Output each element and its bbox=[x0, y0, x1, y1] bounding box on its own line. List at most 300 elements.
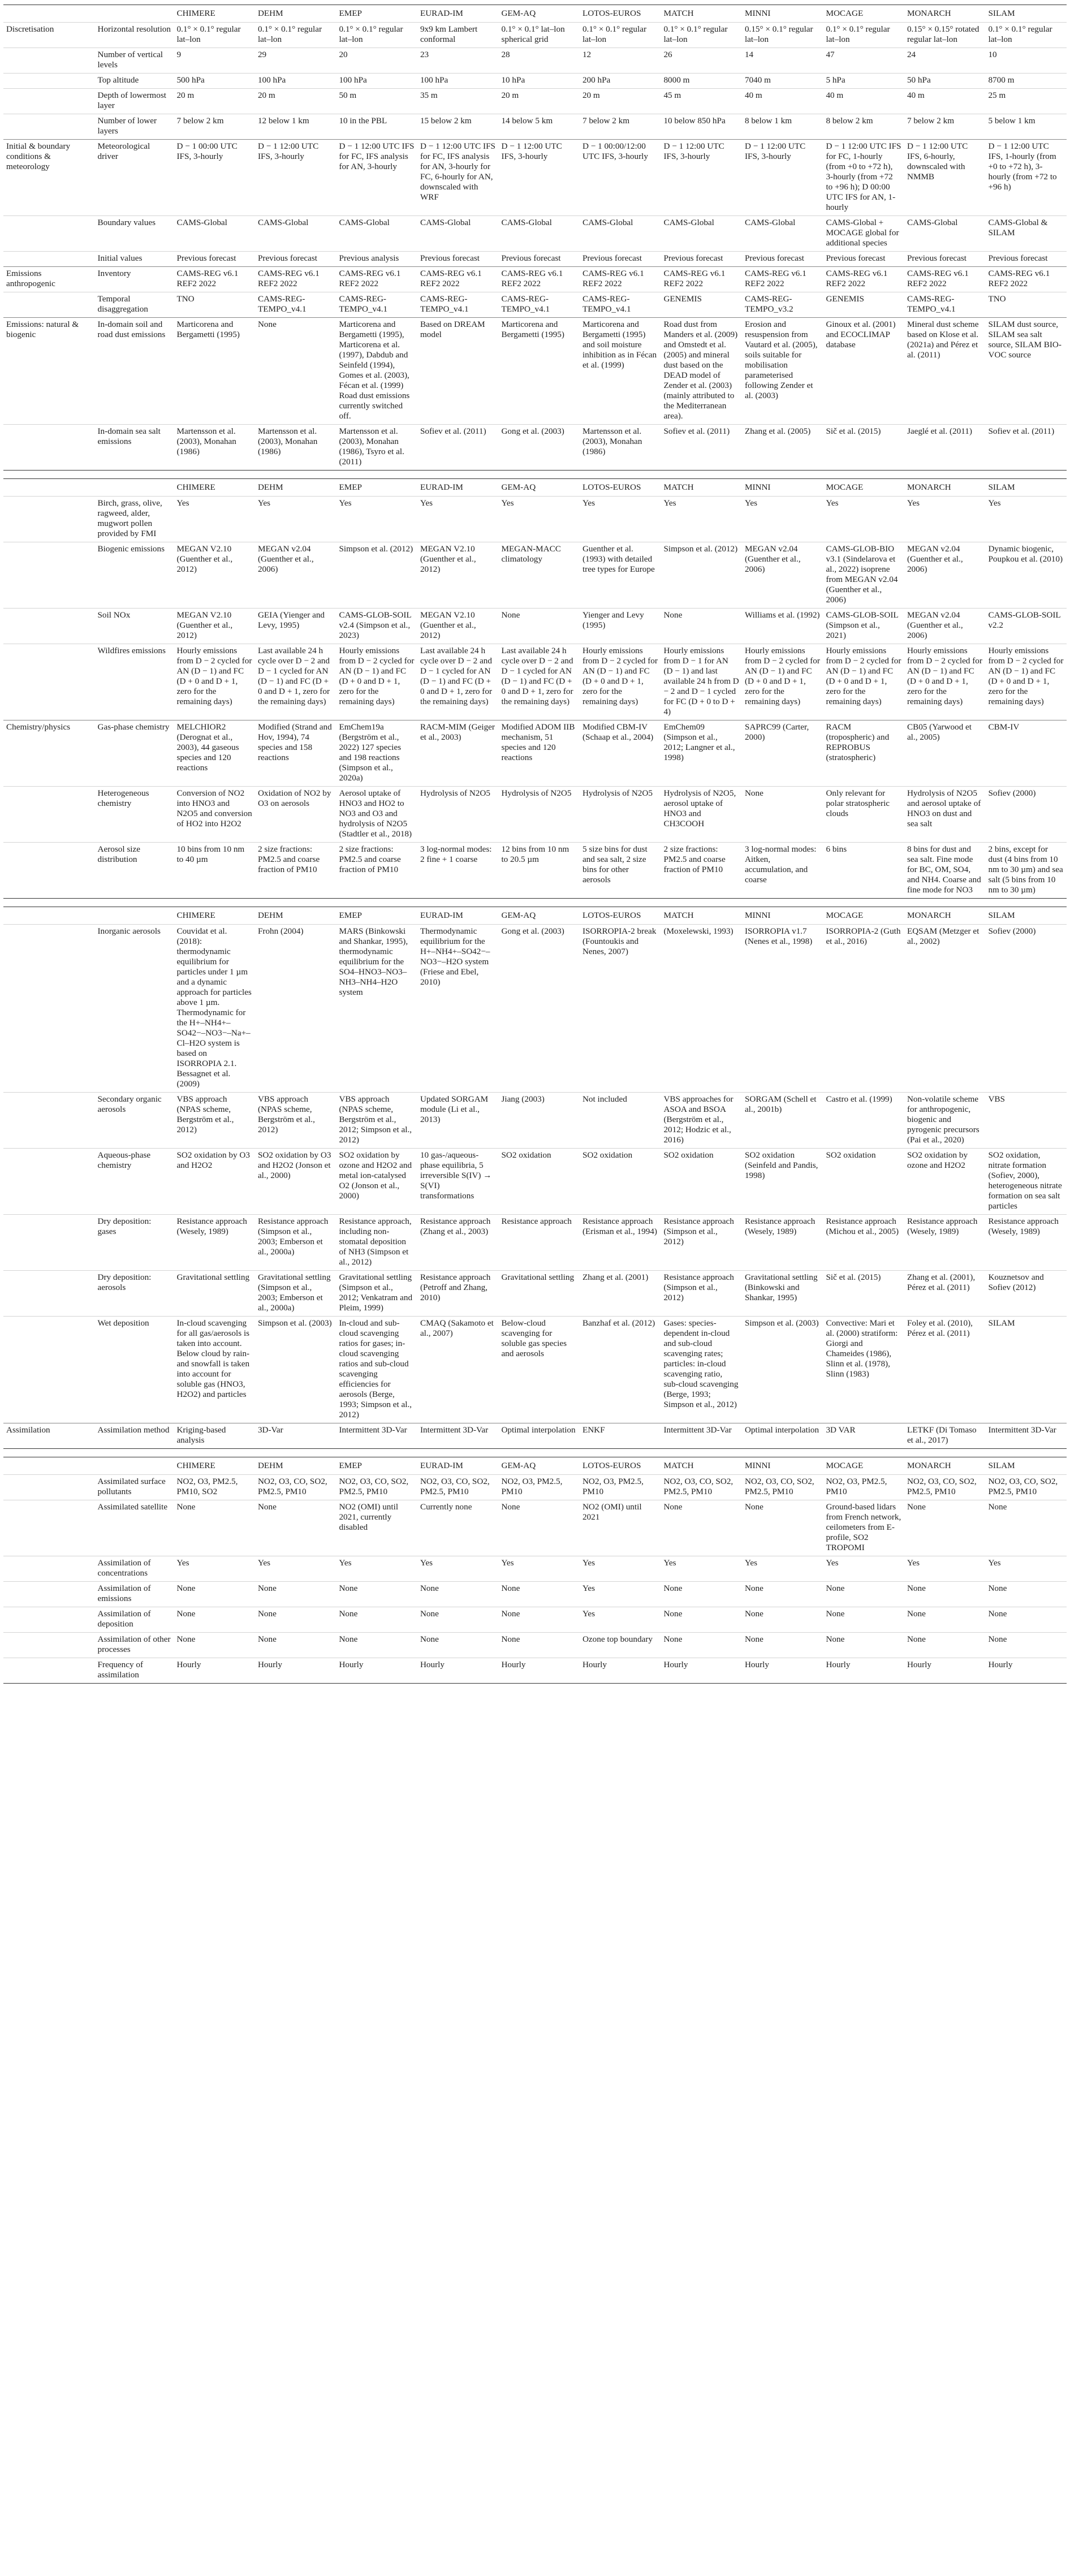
header-empty bbox=[3, 907, 94, 925]
group-label bbox=[3, 252, 94, 267]
item-label: Temporal disaggregation bbox=[94, 292, 174, 318]
table-cell: 8 below 1 km bbox=[742, 114, 823, 140]
model-header: CHIMERE bbox=[176, 911, 215, 920]
table-cell: MEGAN v2.04 (Guenther et al., 2006) bbox=[255, 542, 336, 609]
table-row bbox=[3, 1556, 1067, 1582]
table-cell: Non-volatile scheme for anthropogenic, biogenic and pyrogenic precursors (Pai et al., 2020) bbox=[904, 1093, 986, 1149]
table-cell: None bbox=[985, 1633, 1067, 1658]
table-cell: CAMS-GLOB-SOIL v2.2 bbox=[985, 609, 1067, 644]
table-cell: Hourly bbox=[498, 1658, 580, 1684]
table-cell: None bbox=[661, 609, 742, 644]
table-row bbox=[3, 267, 1067, 292]
table-cell: 14 bbox=[742, 48, 823, 74]
table-cell: Gases: species-dependent in-cloud and sub-cloud scavenging rates; particles: in-cloud scavenging ratio, sub-cloud scavenging (Berge, 1993; Simpson et al., 2012) bbox=[661, 1317, 742, 1423]
table-cell: None bbox=[904, 1607, 986, 1633]
table-cell: Oxidation of NO2 by O3 on aerosols bbox=[255, 787, 336, 843]
model-header: MINNI bbox=[744, 911, 771, 920]
table-cell: Marticorena and Bergametti (1995) bbox=[498, 318, 580, 425]
model-header: MATCH bbox=[663, 8, 694, 18]
model-header: CHIMERE bbox=[176, 1461, 215, 1470]
header-row bbox=[3, 5, 1067, 23]
table-cell: Last available 24 h cycle over D − 2 and D − 1 cycled for AN (D − 1) and FC (D + 0 and D + 1, zero for the remaining days) bbox=[255, 644, 336, 720]
table-cell: Marticorena and Bergametti (1995) bbox=[174, 318, 255, 425]
table-cell: Erosion and resuspension from Vautard et al. (2005), soils suitable for mobilisation parameterised following Zender et al. (2003) bbox=[742, 318, 823, 425]
table-cell: Zhang et al. (2001), Pérez et al. (2011) bbox=[904, 1271, 986, 1317]
table-cell: Not included bbox=[580, 1093, 661, 1149]
table-row bbox=[3, 1271, 1067, 1317]
table-cell: 100 hPa bbox=[336, 74, 417, 89]
group-label bbox=[3, 1475, 94, 1500]
table-cell: ISORROPIA v1.7 (Nenes et al., 1998) bbox=[742, 925, 823, 1093]
table-cell: None bbox=[498, 1607, 580, 1633]
group-label bbox=[3, 292, 94, 318]
table-cell: Dynamic biogenic, Poupkou et al. (2010) bbox=[985, 542, 1067, 609]
item-label: Assimilated surface pollutants bbox=[94, 1475, 174, 1500]
table-cell: Hourly emissions from D − 2 cycled for AN (D − 1) and FC (D + 0 and D + 1, zero for the remaining days) bbox=[174, 644, 255, 720]
table-row bbox=[3, 89, 1067, 114]
table-cell: CB05 (Yarwood et al., 2005) bbox=[904, 720, 986, 787]
table-cell: CAMS-Global bbox=[255, 216, 336, 252]
table-cell: 5 below 1 km bbox=[985, 114, 1067, 140]
item-label: In-domain sea salt emissions bbox=[94, 425, 174, 471]
table-cell: CAMS-GLOB-BIO v3.1 (Sindelarova et al., 2022) isoprene from MEGAN v2.04 (Guenther et al., 2006) bbox=[823, 542, 904, 609]
table-cell: CAMS-REG v6.1 REF2 2022 bbox=[985, 267, 1067, 292]
table-cell: Castro et al. (1999) bbox=[823, 1093, 904, 1149]
table-cell: 8000 m bbox=[661, 74, 742, 89]
table-cell: Gravitational settling bbox=[174, 1271, 255, 1317]
table-cell: None bbox=[498, 1582, 580, 1607]
table-cell: 8 below 2 km bbox=[823, 114, 904, 140]
table-cell: 2 size fractions: PM2.5 and coarse fraction of PM10 bbox=[255, 843, 336, 899]
table-row bbox=[3, 425, 1067, 471]
table-cell: Last available 24 h cycle over D − 2 and D − 1 cycled for AN (D − 1) and FC (D + 0 and D + 1, zero for the remaining days) bbox=[417, 644, 499, 720]
table-cell: Yes bbox=[985, 497, 1067, 542]
table-cell: Previous forecast bbox=[985, 252, 1067, 267]
table-cell: CAMS-REG-TEMPO_v4.1 bbox=[498, 292, 580, 318]
item-label: Dry deposition: gases bbox=[94, 1215, 174, 1271]
table-cell: Yes bbox=[742, 1556, 823, 1582]
table-cell: CAMS-REG v6.1 REF2 2022 bbox=[580, 267, 661, 292]
table-cell: Sofiev et al. (2011) bbox=[661, 425, 742, 471]
table-cell: Resistance approach (Wesely, 1989) bbox=[985, 1215, 1067, 1271]
table-cell: Yes bbox=[580, 497, 661, 542]
model-header: GEM-AQ bbox=[501, 911, 536, 920]
table-cell: None bbox=[498, 609, 580, 644]
table-cell: 8700 m bbox=[985, 74, 1067, 89]
table-cell: GENEMIS bbox=[661, 292, 742, 318]
table-cell: CAMS-REG v6.1 REF2 2022 bbox=[904, 267, 986, 292]
model-header: EURAD-IM bbox=[420, 1461, 463, 1470]
table-cell: SO2 oxidation by ozone and H2O2 and metal ion-catalysed O2 (Jonson et al., 2000) bbox=[336, 1149, 417, 1215]
table-cell: None bbox=[742, 1582, 823, 1607]
table-cell: None bbox=[255, 1582, 336, 1607]
table-cell: None bbox=[336, 1607, 417, 1633]
model-header: DEHM bbox=[257, 911, 283, 920]
table-cell: CAMS-REG v6.1 REF2 2022 bbox=[498, 267, 580, 292]
table-cell: CAMS-GLOB-SOIL v2.4 (Simpson et al., 2023) bbox=[336, 609, 417, 644]
table-cell: NO2, O3, CO, SO2, PM2.5, PM10 bbox=[661, 1475, 742, 1500]
table-cell: None bbox=[255, 1633, 336, 1658]
item-label: Assimilation of concentrations bbox=[94, 1556, 174, 1582]
table-cell: None bbox=[823, 1582, 904, 1607]
table-cell: 3 log-normal modes: 2 fine + 1 coarse bbox=[417, 843, 499, 899]
table-cell: Resistance approach (Petroff and Zhang, 2010) bbox=[417, 1271, 499, 1317]
group-label bbox=[3, 609, 94, 644]
table-cell: Hydrolysis of N2O5 bbox=[498, 787, 580, 843]
table-cell: NO2, O3, CO, SO2, PM2.5, PM10 bbox=[985, 1475, 1067, 1500]
table-cell: 15 below 2 km bbox=[417, 114, 499, 140]
table-cell: 0.1° × 0.1° regular lat–lon bbox=[255, 23, 336, 48]
table-cell: MEGAN v2.04 (Guenther et al., 2006) bbox=[904, 609, 986, 644]
table-cell: MEGAN v2.04 (Guenther et al., 2006) bbox=[742, 542, 823, 609]
table-cell: Gong et al. (2003) bbox=[498, 425, 580, 471]
table-row bbox=[3, 1658, 1067, 1684]
table-cell: 50 m bbox=[336, 89, 417, 114]
table-cell: Sofiev et al. (2011) bbox=[985, 425, 1067, 471]
table-cell: SO2 oxidation by ozone and H2O2 bbox=[904, 1149, 986, 1215]
table-cell: Resistance approach bbox=[498, 1215, 580, 1271]
model-header: SILAM bbox=[988, 1461, 1015, 1470]
table-cell: Previous analysis bbox=[336, 252, 417, 267]
model-header: CHIMERE bbox=[176, 482, 215, 492]
table-cell: 10 gas-/aqueous-phase equilibria, 5 irreversible S(IV) → S(VI) transformations bbox=[417, 1149, 499, 1215]
table-cell: SORGAM (Schell et al., 2001b) bbox=[742, 1093, 823, 1149]
header-row bbox=[3, 907, 1067, 925]
table-cell: CAMS-Global bbox=[174, 216, 255, 252]
table-cell: NO2, O3, CO, SO2, PM2.5, PM10 bbox=[417, 1475, 499, 1500]
table-cell: 0.1° × 0.1° regular lat–lon bbox=[661, 23, 742, 48]
table-cell: Sofiev et al. (2011) bbox=[417, 425, 499, 471]
table-cell: Yes bbox=[661, 1556, 742, 1582]
table-cell: Hourly emissions from D − 2 cycled for AN (D − 1) and FC (D + 0 and D + 1, zero for the remaining days) bbox=[904, 644, 986, 720]
table-cell: VBS approach (NPAS scheme, Bergström et al., 2012) bbox=[255, 1093, 336, 1149]
group-label bbox=[3, 497, 94, 542]
table-gap bbox=[0, 899, 1070, 907]
table-row bbox=[3, 140, 1067, 216]
model-header: EURAD-IM bbox=[420, 8, 463, 18]
table-cell: Jiang (2003) bbox=[498, 1093, 580, 1149]
table-cell: MEGAN v2.04 (Guenther et al., 2006) bbox=[904, 542, 986, 609]
table-cell: CAMS-REG-TEMPO_v4.1 bbox=[417, 292, 499, 318]
table-cell: Intermittent 3D-Var bbox=[985, 1423, 1067, 1449]
table-cell: NO2 (OMI) until 2021, currently disabled bbox=[336, 1500, 417, 1556]
model-header: MINNI bbox=[744, 1461, 771, 1470]
table-row bbox=[3, 216, 1067, 252]
table-row bbox=[3, 720, 1067, 787]
table-cell: Yes bbox=[904, 1556, 986, 1582]
table-cell: Gong et al. (2003) bbox=[498, 925, 580, 1093]
item-label: Aqueous-phase chemistry bbox=[94, 1149, 174, 1215]
table-cell: None bbox=[823, 1607, 904, 1633]
table-cell: 0.1° × 0.1° regular lat–lon bbox=[174, 23, 255, 48]
item-label: Number of vertical levels bbox=[94, 48, 174, 74]
table-cell: Previous forecast bbox=[904, 252, 986, 267]
header-empty bbox=[94, 5, 174, 23]
table-cell: Guenther et al. (1993) with detailed tree types for Europe bbox=[580, 542, 661, 609]
table-cell: Yes bbox=[823, 497, 904, 542]
model-header: MOCAGE bbox=[826, 911, 864, 920]
table-row bbox=[3, 252, 1067, 267]
table-cell: None bbox=[174, 1500, 255, 1556]
item-label: Inventory bbox=[94, 267, 174, 292]
group-label bbox=[3, 843, 94, 899]
table-cell: 12 below 1 km bbox=[255, 114, 336, 140]
table-cell: Sofiev (2000) bbox=[985, 925, 1067, 1093]
table-cell: Yes bbox=[580, 1582, 661, 1607]
item-label: Wildfires emissions bbox=[94, 644, 174, 720]
model-header: MOCAGE bbox=[826, 482, 864, 492]
table-row bbox=[3, 1093, 1067, 1149]
table-cell: Hourly bbox=[417, 1658, 499, 1684]
table-cell: 7 below 2 km bbox=[174, 114, 255, 140]
table-cell: MEGAN V2.10 (Guenther et al., 2012) bbox=[174, 542, 255, 609]
table-cell: Ginoux et al. (2001) and ECOCLIMAP database bbox=[823, 318, 904, 425]
table-cell: CAMS-Global bbox=[580, 216, 661, 252]
table-cell: 14 below 5 km bbox=[498, 114, 580, 140]
item-label: Wet deposition bbox=[94, 1317, 174, 1423]
table-cell: 200 hPa bbox=[580, 74, 661, 89]
table-cell: None bbox=[417, 1582, 499, 1607]
table-cell: None bbox=[417, 1607, 499, 1633]
table-cell: 10 bins from 10 nm to 40 µm bbox=[174, 843, 255, 899]
table-row bbox=[3, 1215, 1067, 1271]
table-cell: Hourly emissions from D − 1 for AN (D − 1) and last available 24 h from D − 2 and D − 1 cycled for FC (D + 0 to D + 4) bbox=[661, 644, 742, 720]
table-cell: SO2 oxidation by O3 and H2O2 (Jonson et al., 2000) bbox=[255, 1149, 336, 1215]
table-cell: NO2 (OMI) until 2021 bbox=[580, 1500, 661, 1556]
header-empty bbox=[3, 479, 94, 497]
table-cell: SO2 oxidation bbox=[498, 1149, 580, 1215]
table-cell: CAMS-REG v6.1 REF2 2022 bbox=[255, 267, 336, 292]
table-cell: SILAM bbox=[985, 1317, 1067, 1423]
table-cell: Intermittent 3D-Var bbox=[417, 1423, 499, 1449]
header-row bbox=[3, 479, 1067, 497]
table-row bbox=[3, 644, 1067, 720]
table-cell: Yes bbox=[904, 497, 986, 542]
table-cell: Kriging-based analysis bbox=[174, 1423, 255, 1449]
table-cell: None bbox=[904, 1582, 986, 1607]
table-cell: Sič et al. (2015) bbox=[823, 1271, 904, 1317]
item-label: Aerosol size distribution bbox=[94, 843, 174, 899]
table-cell: NO2, O3, CO, SO2, PM2.5, PM10 bbox=[336, 1475, 417, 1500]
table-cell: Simpson et al. (2003) bbox=[742, 1317, 823, 1423]
table-cell: ISORROPIA-2 break (Fountoukis and Nenes, 2007) bbox=[580, 925, 661, 1093]
comparison-table bbox=[3, 907, 1067, 1449]
table-cell: None bbox=[255, 1607, 336, 1633]
table-cell: 0.15° × 0.15° rotated regular lat–lon bbox=[904, 23, 986, 48]
table-cell: 40 m bbox=[904, 89, 986, 114]
table-cell: 10 in the PBL bbox=[336, 114, 417, 140]
table-cell: None bbox=[742, 1633, 823, 1658]
item-label: Top altitude bbox=[94, 74, 174, 89]
table-cell: 100 hPa bbox=[255, 74, 336, 89]
table-cell: Foley et al. (2010), Pérez et al. (2011) bbox=[904, 1317, 986, 1423]
table-cell: Resistance approach (Simpson et al., 2003; Emberson et al., 2000a) bbox=[255, 1215, 336, 1271]
table-cell: None bbox=[174, 1607, 255, 1633]
table-row bbox=[3, 787, 1067, 843]
table-cell: D − 1 12:00 UTC IFS for FC, IFS analysis for AN, 3-hourly bbox=[336, 140, 417, 216]
table-cell: None bbox=[661, 1582, 742, 1607]
table-cell: ENKF bbox=[580, 1423, 661, 1449]
table-cell: Martensson et al. (2003), Monahan (1986) bbox=[580, 425, 661, 471]
group-label: Assimilation bbox=[3, 1423, 94, 1449]
table-cell: 47 bbox=[823, 48, 904, 74]
table-cell: (Moxelewski, 1993) bbox=[661, 925, 742, 1093]
table-cell: Only relevant for polar stratospheric clouds bbox=[823, 787, 904, 843]
table-cell: Mineral dust scheme based on Klose et al. (2021a) and Pérez et al. (2011) bbox=[904, 318, 986, 425]
table-cell: Gravitational settling (Simpson et al., 2012; Venkatram and Pleim, 1999) bbox=[336, 1271, 417, 1317]
table-cell: None bbox=[742, 1607, 823, 1633]
table-cell: Hourly emissions from D − 2 cycled for AN (D − 1) and FC (D + 0 and D + 1, zero for the remaining days) bbox=[580, 644, 661, 720]
item-label: Dry deposition: aerosols bbox=[94, 1271, 174, 1317]
table-cell: 12 bbox=[580, 48, 661, 74]
table-cell: 8 bins for dust and sea salt. Fine mode for BC, OM, SO4, and NH4. Coarse and fine mode for NO3 bbox=[904, 843, 986, 899]
table-cell: 2 size fractions: PM2.5 and coarse fraction of PM10 bbox=[661, 843, 742, 899]
table-cell: 0.1° × 0.1° lat–lon spherical grid bbox=[498, 23, 580, 48]
table-cell: ISORROPIA-2 (Guth et al., 2016) bbox=[823, 925, 904, 1093]
table-cell: None bbox=[417, 1633, 499, 1658]
comparison-table bbox=[3, 1457, 1067, 1684]
table-cell: Marticorena and Bergametti (1995) and soil moisture inhibition as in Fécan et al. (1999) bbox=[580, 318, 661, 425]
table-cell: Zhang et al. (2001) bbox=[580, 1271, 661, 1317]
table-cell: NO2, O3, PM2.5, PM10 bbox=[580, 1475, 661, 1500]
model-header: SILAM bbox=[988, 482, 1015, 492]
table-cell: None bbox=[823, 1633, 904, 1658]
table-cell: Frohn (2004) bbox=[255, 925, 336, 1093]
table-cell: CAMS-Global bbox=[904, 216, 986, 252]
table-cell: None bbox=[742, 1500, 823, 1556]
model-header: DEHM bbox=[257, 8, 283, 18]
table-cell: 3D VAR bbox=[823, 1423, 904, 1449]
table-row bbox=[3, 1149, 1067, 1215]
table-cell: 20 m bbox=[174, 89, 255, 114]
table-cell: Ground-based lidars from French network, ceilometers from E-profile, SO2 TROPOMI bbox=[823, 1500, 904, 1556]
table-cell: Zhang et al. (2005) bbox=[742, 425, 823, 471]
table-cell: Road dust from Manders et al. (2009) and Omstedt et al. (2005) and mineral dust based on the DEAD model of Zender et al. (2003) (mainly attributed to the Mediterranean area). bbox=[661, 318, 742, 425]
table-cell: CAMS-Global bbox=[498, 216, 580, 252]
table-cell: 0.1° × 0.1° regular lat–lon bbox=[985, 23, 1067, 48]
table-cell: CBM-IV bbox=[985, 720, 1067, 787]
group-label: Discretisation bbox=[3, 23, 94, 48]
table-cell: None bbox=[255, 1500, 336, 1556]
table-cell: NO2, O3, PM2.5, PM10, SO2 bbox=[174, 1475, 255, 1500]
table-cell: 2 bins, except for dust (4 bins from 10 nm to 30 µm) and sea salt (5 bins from 10 nm to 30 µm) bbox=[985, 843, 1067, 899]
table-cell: Optimal interpolation bbox=[742, 1423, 823, 1449]
table-row bbox=[3, 23, 1067, 48]
table-cell: 20 m bbox=[255, 89, 336, 114]
table-cell: Simpson et al. (2003) bbox=[255, 1317, 336, 1423]
table-cell: Previous forecast bbox=[174, 252, 255, 267]
item-label: Birch, grass, olive, ragweed, alder, mugwort pollen provided by FMI bbox=[94, 497, 174, 542]
table-cell: Previous forecast bbox=[823, 252, 904, 267]
table-cell: 9x9 km Lambert conformal bbox=[417, 23, 499, 48]
table-cell: Hourly bbox=[742, 1658, 823, 1684]
item-label: Soil NOx bbox=[94, 609, 174, 644]
table-cell: 28 bbox=[498, 48, 580, 74]
table-cell: 10 hPa bbox=[498, 74, 580, 89]
table-cell: SO2 oxidation bbox=[661, 1149, 742, 1215]
table-cell: CAMS-Global bbox=[661, 216, 742, 252]
model-header: EURAD-IM bbox=[420, 911, 463, 920]
table-cell: Resistance approach (Zhang et al., 2003) bbox=[417, 1215, 499, 1271]
model-header: DEHM bbox=[257, 482, 283, 492]
table-cell: None bbox=[661, 1633, 742, 1658]
model-header: EMEP bbox=[339, 8, 362, 18]
table-cell: 10 below 850 hPa bbox=[661, 114, 742, 140]
table-cell: Convective: Mari et al. (2000) stratiform: Giorgi and Chameides (1986), Slinn et al. (1978), Slinn (1983) bbox=[823, 1317, 904, 1423]
table-cell: In-cloud and sub-cloud scavenging ratios for gases; in-cloud scavenging ratios and sub-cloud scavenging efficiencies for aerosols (Berge, 1993; Simpson et al., 2012) bbox=[336, 1317, 417, 1423]
group-label bbox=[3, 1271, 94, 1317]
table-cell: TNO bbox=[174, 292, 255, 318]
table-cell: Below-cloud scavenging for soluble gas species and aerosols bbox=[498, 1317, 580, 1423]
table-row bbox=[3, 1423, 1067, 1449]
table-cell: Hourly bbox=[661, 1658, 742, 1684]
table-cell: None bbox=[985, 1500, 1067, 1556]
table-cell: 20 m bbox=[580, 89, 661, 114]
table-cell: Hydrolysis of N2O5 bbox=[580, 787, 661, 843]
table-cell: Hydrolysis of N2O5 bbox=[417, 787, 499, 843]
model-header: MOCAGE bbox=[826, 1461, 864, 1470]
table-cell: Yes bbox=[823, 1556, 904, 1582]
table-cell: CAMS-REG v6.1 REF2 2022 bbox=[174, 267, 255, 292]
model-header: EMEP bbox=[339, 482, 362, 492]
group-label bbox=[3, 1500, 94, 1556]
group-label bbox=[3, 216, 94, 252]
model-header: SILAM bbox=[988, 8, 1015, 18]
item-label: Frequency of assimilation bbox=[94, 1658, 174, 1684]
model-header: MONARCH bbox=[907, 911, 951, 920]
table-row bbox=[3, 318, 1067, 425]
table-cell: LETKF (Di Tomaso et al., 2017) bbox=[904, 1423, 986, 1449]
model-header: EURAD-IM bbox=[420, 482, 463, 492]
table-cell: CAMS-REG v6.1 REF2 2022 bbox=[742, 267, 823, 292]
comparison-table bbox=[3, 5, 1067, 471]
table-cell: Gravitational settling (Binkowski and Shankar, 1995) bbox=[742, 1271, 823, 1317]
model-header: EMEP bbox=[339, 1461, 362, 1470]
model-header: MONARCH bbox=[907, 8, 951, 18]
model-header: GEM-AQ bbox=[501, 1461, 536, 1470]
group-label bbox=[3, 1215, 94, 1271]
table-cell: 0.15° × 0.1° regular lat–lon bbox=[742, 23, 823, 48]
table-cell: D − 1 12:00 UTC IFS for FC, IFS analysis for AN, 3-hourly for FC, 6-hourly for AN, downscaled with WRF bbox=[417, 140, 499, 216]
table-cell: Hourly bbox=[904, 1658, 986, 1684]
table-cell: 0.1° × 0.1° regular lat–lon bbox=[336, 23, 417, 48]
table-row bbox=[3, 1500, 1067, 1556]
table-cell: Sofiev (2000) bbox=[985, 787, 1067, 843]
table-cell: Marticorena and Bergametti (1995), Marticorena et al. (1997), Dabdub and Seinfeld (1994), Gomes et al. (2003), Fécan et al. (1999) Road dust emissions currently switched off. bbox=[336, 318, 417, 425]
table-row bbox=[3, 1475, 1067, 1500]
table-cell: Martensson et al. (2003), Monahan (1986), Tsyro et al. (2011) bbox=[336, 425, 417, 471]
item-label: Inorganic aerosols bbox=[94, 925, 174, 1093]
table-cell: D − 1 00:00/12:00 UTC IFS, 3-hourly bbox=[580, 140, 661, 216]
group-label bbox=[3, 1582, 94, 1607]
table-gap bbox=[0, 1449, 1070, 1457]
table-cell: None bbox=[985, 1607, 1067, 1633]
table-cell: 100 hPa bbox=[417, 74, 499, 89]
table-cell: VBS bbox=[985, 1093, 1067, 1149]
model-header: LOTOS-EUROS bbox=[582, 8, 641, 18]
item-label: Heterogeneous chemistry bbox=[94, 787, 174, 843]
header-empty bbox=[94, 479, 174, 497]
table-cell: Previous forecast bbox=[580, 252, 661, 267]
model-header: EMEP bbox=[339, 911, 362, 920]
table-cell: Hourly bbox=[336, 1658, 417, 1684]
table-cell: None bbox=[498, 1633, 580, 1658]
table-row bbox=[3, 1607, 1067, 1633]
table-cell: Conversion of NO2 into HNO3 and N2O5 and conversion of HO2 into H2O2 bbox=[174, 787, 255, 843]
table-cell: CMAQ (Sakamoto et al., 2007) bbox=[417, 1317, 499, 1423]
table-cell: CAMS-Global bbox=[336, 216, 417, 252]
group-label bbox=[3, 48, 94, 74]
